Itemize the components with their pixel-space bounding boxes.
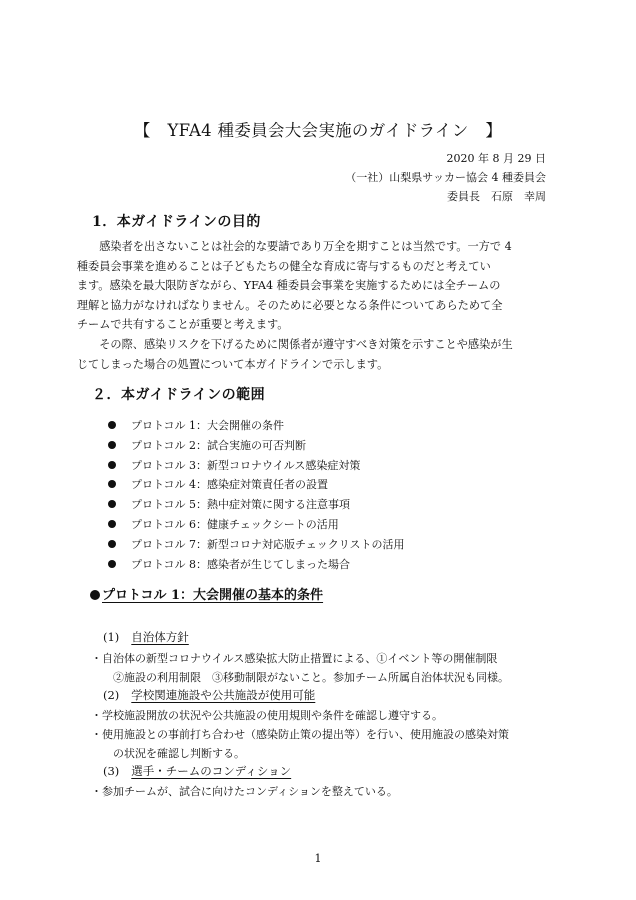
bullet-icon (108, 560, 116, 568)
protocol1-item-2-line: ・使用施設との事前打ち合わせ（感染防止策の提出等）を行い、使用施設の感染対策 (91, 728, 509, 741)
section1-heading: 1．本ガイドラインの目的 (92, 214, 261, 230)
section1-body (76, 237, 558, 374)
protocol1-item-2-heading: (2) 学校関連施設や公共施設が使用可能 (103, 688, 316, 702)
list-item: プロトコル 1：大会開催の条件 (108, 416, 405, 436)
section1-line: チームで共有することが重要と考えます。 (76, 318, 289, 332)
section1-paragraph-2 (76, 335, 558, 374)
section1-paragraph-1 (76, 237, 558, 335)
list-item: プロトコル 5：熱中症対策に関する注意事項 (108, 495, 405, 515)
protocol1-item-3-heading: (3) 選手・チームのコンディション (103, 764, 292, 778)
document-date: 2020 年 8 月 29 日 (446, 152, 546, 165)
section1-line: ます。感染を最大限防ぎながら、YFA4 種委員会事業を実施するためには全チームの (76, 279, 501, 293)
section1-line: 種委員会事業を進めることは子どもたちの健全な育成に寄与するものだと考えてい (76, 259, 491, 273)
protocol1-item-1-line: ②施設の利用制限 ③移動制限がないこと。参加チーム所属自治体状況も同様。 (113, 671, 509, 684)
list-item: プロトコル 4：感染症対策責任者の設置 (108, 475, 405, 495)
document-organization: （一社）山梨県サッカー協会 4 種委員会 (345, 171, 546, 184)
bullet-icon (108, 421, 116, 429)
page-number: 1 (314, 852, 322, 865)
list-item: プロトコル 2：試合実施の可否判断 (108, 436, 405, 456)
bullet-icon (108, 461, 116, 469)
list-item: プロトコル 7：新型コロナ対応版チェックリストの活用 (108, 535, 405, 555)
protocol1-item-1-heading: (1) 自治体方針 (103, 630, 189, 644)
section2-heading: ２．本ガイドラインの範囲 (92, 387, 266, 403)
protocol-list (108, 416, 405, 574)
section1-line: じてしまった場合の処置について本ガイドラインで示します。 (76, 357, 389, 371)
document-title: 【 YFA4 種委員会大会実施のガイドライン 】 (133, 121, 503, 140)
protocol1-item-3-line: ・参加チームが、試合に向けたコンディションを整えている。 (91, 785, 398, 798)
bullet-icon (90, 590, 100, 600)
bullet-icon (108, 480, 116, 488)
document-author: 委員長 石原 幸周 (447, 190, 546, 203)
list-item: プロトコル 6：健康チェックシートの活用 (108, 515, 405, 535)
protocol1-heading: プロトコル 1：大会開催の基本的条件 (90, 584, 323, 603)
protocol1-item-2-line: ・学校施設開放の状況や公共施設の使用規則や条件を確認し遵守する。 (91, 709, 443, 722)
list-item: プロトコル 3：新型コロナウイルス感染症対策 (108, 456, 405, 476)
section1-line: その際、感染リスクを下げるために関係者が遵守すべき対策を示すことや感染が生 (99, 337, 513, 351)
bullet-icon (108, 441, 116, 449)
section1-line: 感染者を出さないことは社会的な要請であり万全を期すことは当然です。一方で 4 (99, 240, 512, 253)
bullet-icon (108, 520, 116, 528)
list-item: プロトコル 8：感染者が生じてしまった場合 (108, 555, 405, 575)
section1-line: 理解と協力がなければなりません。そのために必要となる条件についてあらためて全 (76, 298, 503, 312)
protocol1-item-1-line: ・自治体の新型コロナウイルス感染拡大防止措置による、①イベント等の開催制限 (91, 652, 498, 665)
bullet-icon (108, 500, 116, 508)
bullet-icon (108, 540, 116, 548)
protocol1-item-2-line: の状況を確認し判断する。 (113, 747, 245, 760)
